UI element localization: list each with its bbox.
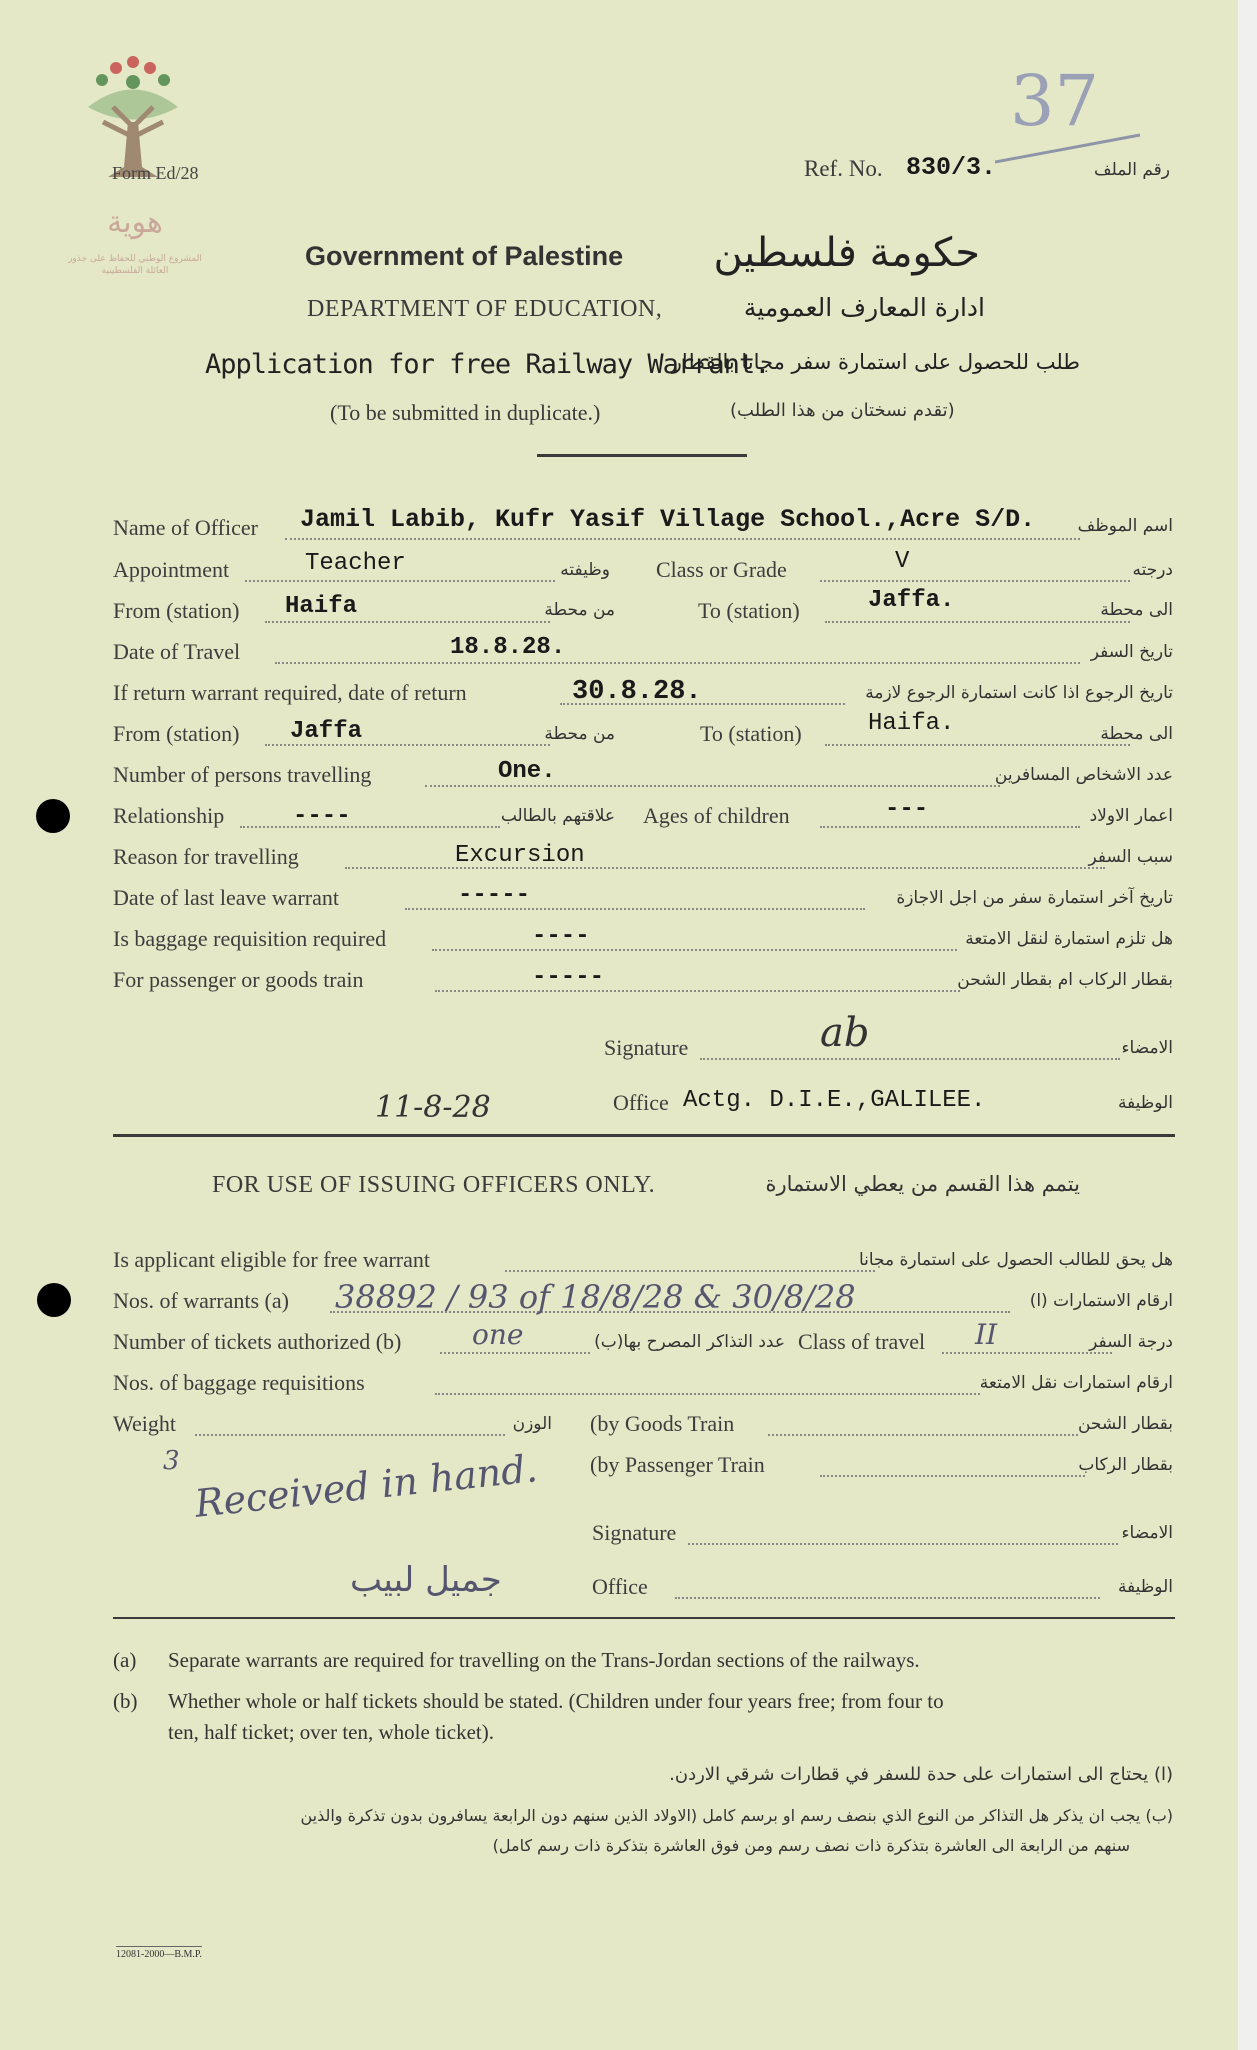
eligible-label: Is applicant eligible for free warrant bbox=[113, 1247, 431, 1272]
travel-date-label: Date of Travel bbox=[113, 639, 241, 664]
warrants-label-ar: ارقام الاستمارات (ا) bbox=[1029, 1291, 1173, 1311]
tickets-dotted-line bbox=[440, 1352, 590, 1354]
return-date-value: 30.8.28. bbox=[572, 677, 702, 707]
baggage-nos-label: Nos. of baggage requisitions bbox=[113, 1370, 365, 1395]
goods-train-label-ar: بقطار الشحن bbox=[1077, 1414, 1173, 1434]
office-value: Actg. D.I.E.,GALILEE. bbox=[683, 1087, 986, 1114]
relationship-label: Relationship bbox=[113, 803, 225, 828]
persons-label-ar: عدد الاشخاص المسافرين bbox=[994, 765, 1173, 785]
from-station-value: Haifa bbox=[285, 593, 358, 620]
printer-mark: 12081-2000—B.M.P. bbox=[116, 1946, 202, 1960]
persons-value: One. bbox=[498, 758, 556, 785]
passenger-train-label: (by Passenger Train bbox=[590, 1452, 765, 1477]
note-ar-2-line2: سنهم من الرابعة الى العاشرة بتذكرة ذات نصف رسم ومن فوق العاشرة بتذكرة ذات رسم كامل) bbox=[492, 1836, 1130, 1855]
passenger-train-label-ar: بقطار الركاب bbox=[1078, 1455, 1173, 1475]
warrants-value: 38892 / 93 of 18/8/28 & 30/8/28 bbox=[335, 1278, 856, 1316]
to-station-label-ar: الى محطة bbox=[1100, 600, 1173, 620]
arabic-handwritten-signature: جميل لبيب bbox=[350, 1560, 502, 1600]
travel-date-value: 18.8.28. bbox=[450, 634, 566, 661]
to-station-label: To (station) bbox=[698, 598, 800, 623]
from-station-2-label: From (station) bbox=[113, 721, 240, 746]
relationship-value: ---- bbox=[293, 803, 351, 830]
form-title-ar: طلب للحصول على استمارة سفر مجانا بالقطار bbox=[671, 350, 1080, 374]
travel-date-dotted-line bbox=[275, 662, 1080, 664]
punch-hole-2 bbox=[37, 1283, 71, 1317]
ages-value: --- bbox=[885, 796, 929, 823]
issuing-signature-label: Signature bbox=[592, 1520, 677, 1545]
from-station-2-label-ar: من محطة bbox=[544, 724, 615, 744]
goods-train-dotted-line bbox=[768, 1434, 1078, 1436]
signature-label: Signature bbox=[604, 1035, 689, 1060]
appointment-value: Teacher bbox=[305, 550, 406, 577]
received-note: Received in hand. bbox=[192, 1446, 540, 1526]
baggage-dotted-line bbox=[432, 949, 957, 951]
ref-label-ar: رقم الملف bbox=[1093, 160, 1170, 180]
file-number-handwritten: 37 bbox=[1010, 60, 1100, 142]
train-type-label-ar: بقطار الركاب ام بقطار الشحن bbox=[957, 970, 1173, 990]
class-label-ar: درجة السفر bbox=[1089, 1332, 1173, 1352]
class-label: Class of travel bbox=[798, 1329, 926, 1354]
eligible-label-ar: هل يحق للطالب الحصول على استمارة مجانا bbox=[858, 1250, 1173, 1270]
signature-dotted-line bbox=[700, 1058, 1120, 1060]
form-number: Form Ed/28 bbox=[112, 163, 199, 183]
department-title: DEPARTMENT OF EDUCATION, bbox=[307, 296, 663, 322]
appointment-label-ar: وظيفته bbox=[560, 560, 610, 580]
note-b-mark: (b) bbox=[113, 1689, 138, 1713]
grade-dotted-line bbox=[820, 580, 1130, 582]
duplicate-note-ar: (تقدم نسختان من هذا الطلب) bbox=[730, 400, 955, 421]
persons-label: Number of persons travelling bbox=[113, 762, 372, 787]
baggage-label-ar: هل تلزم استمارة لنقل الامتعة bbox=[965, 929, 1173, 949]
to-station-2-label-ar: الى محطة bbox=[1100, 724, 1173, 744]
from-station-label-ar: من محطة bbox=[544, 600, 615, 620]
signature-mark: ab bbox=[820, 1010, 870, 1056]
note-b-text-line2: ten, half ticket; over ten, whole ticket). bbox=[168, 1720, 494, 1744]
return-date-label: If return warrant required, date of return bbox=[113, 680, 467, 705]
from-station-dotted-line bbox=[265, 621, 550, 623]
signature-label-ar: الامضاء bbox=[1121, 1038, 1173, 1058]
ref-value: 830/3. bbox=[906, 153, 997, 182]
baggage-value: ---- bbox=[532, 923, 590, 950]
reason-label: Reason for travelling bbox=[113, 844, 299, 869]
note-a-mark: (a) bbox=[113, 1648, 137, 1672]
train-type-value: ----- bbox=[532, 964, 605, 991]
grade-value: V bbox=[895, 548, 910, 575]
weight-label-ar: الوزن bbox=[512, 1414, 552, 1434]
to-station-2-dotted-line bbox=[825, 744, 1130, 746]
warrants-label: Nos. of warrants (a) bbox=[113, 1288, 289, 1313]
eligible-dotted-line bbox=[505, 1270, 875, 1272]
goods-train-label: (by Goods Train bbox=[590, 1411, 735, 1436]
issuing-heading: FOR USE OF ISSUING OFFICERS ONLY. bbox=[212, 1172, 656, 1198]
reason-value: Excursion bbox=[455, 842, 585, 869]
last-leave-label-ar: تاريخ آخر استمارة سفر من اجل الاجازة bbox=[896, 888, 1173, 908]
ages-label: Ages of children bbox=[643, 803, 790, 828]
ages-dotted-line bbox=[820, 826, 1080, 828]
baggage-nos-dotted-line bbox=[435, 1393, 980, 1395]
class-dotted-line bbox=[942, 1352, 1112, 1354]
office-label-ar: الوظيفة bbox=[1117, 1093, 1173, 1113]
weight-label: Weight bbox=[113, 1411, 176, 1436]
ref-label: Ref. No. bbox=[804, 156, 883, 181]
grade-label-ar: درجته bbox=[1132, 560, 1173, 580]
officer-label-ar: اسم الموظف bbox=[1077, 516, 1173, 536]
appointment-dotted-line bbox=[245, 580, 555, 582]
last-leave-value: ----- bbox=[458, 882, 531, 909]
section-divider bbox=[113, 1134, 1175, 1137]
tickets-value: one bbox=[472, 1318, 524, 1351]
punch-hole bbox=[36, 799, 70, 833]
baggage-nos-label-ar: ارقام استمارات نقل الامتعة bbox=[979, 1373, 1173, 1393]
issuing-office-dotted-line bbox=[675, 1597, 1100, 1599]
handwritten-number: 3 bbox=[163, 1446, 180, 1476]
train-type-label: For passenger or goods train bbox=[113, 967, 364, 992]
note-ar-2-line1: (ب) يجب ان يذكر هل التذاكر من النوع الذي بنصف رسم او برسم كامل (الاولاد الذين سنهم دون الرابعة يسافرون بدون تذكرة والذين bbox=[300, 1806, 1173, 1825]
tickets-label: Number of tickets authorized (b) bbox=[113, 1329, 402, 1354]
officer-label: Name of Officer bbox=[113, 515, 258, 540]
issuing-office-label-ar: الوظيفة bbox=[1117, 1577, 1173, 1597]
weight-dotted-line bbox=[195, 1434, 505, 1436]
duplicate-note: (To be submitted in duplicate.) bbox=[330, 400, 601, 425]
to-station-2-value: Haifa. bbox=[868, 710, 955, 737]
government-title: Government of Palestine bbox=[305, 241, 624, 271]
grade-label: Class or Grade bbox=[656, 557, 787, 582]
office-label: Office bbox=[613, 1090, 669, 1115]
note-ar-1: (ا) يحتاج الى استمارات على حدة للسفر في قطارات شرقي الاردن. bbox=[669, 1764, 1173, 1785]
relationship-label-ar: علاقتهم بالطالب bbox=[500, 806, 615, 826]
department-title-ar: ادارة المعارف العمومية bbox=[743, 293, 985, 322]
header-divider bbox=[537, 454, 747, 457]
to-station-2-label: To (station) bbox=[700, 721, 802, 746]
officer-value: Jamil Labib, Kufr Yasif Village School.,Acre S/D. bbox=[300, 505, 1036, 534]
to-station-dotted-line bbox=[825, 621, 1130, 623]
signature-date: 11-8-28 bbox=[375, 1090, 491, 1125]
reason-label-ar: سبب السفر bbox=[1088, 847, 1173, 867]
travel-date-label-ar: تاريخ السفر bbox=[1090, 642, 1173, 662]
baggage-label: Is baggage requisition required bbox=[113, 926, 387, 951]
government-title-ar: حكومة فلسطين bbox=[713, 230, 980, 276]
form-title: Application for free Railway Warrant. bbox=[205, 349, 770, 380]
class-value: II bbox=[975, 1318, 998, 1351]
issuing-office-label: Office bbox=[592, 1574, 648, 1599]
return-date-label-ar: تاريخ الرجوع اذا كانت استمارة الرجوع لازمة bbox=[865, 683, 1173, 703]
notes-divider bbox=[113, 1617, 1175, 1619]
ages-label-ar: اعمار الاولاد bbox=[1089, 806, 1173, 826]
to-station-value: Jaffa. bbox=[868, 587, 955, 614]
train-type-dotted-line bbox=[435, 990, 960, 992]
passenger-train-dotted-line bbox=[820, 1475, 1085, 1477]
issuing-signature-dotted-line bbox=[688, 1543, 1118, 1545]
from-station-label: From (station) bbox=[113, 598, 240, 623]
persons-dotted-line bbox=[425, 785, 1000, 787]
officer-dotted-line bbox=[285, 538, 1080, 540]
issuing-signature-label-ar: الامضاء bbox=[1121, 1523, 1173, 1543]
watermark-name: هوية bbox=[107, 205, 163, 240]
note-a-text: Separate warrants are required for travelling on the Trans-Jordan sections of the railways. bbox=[168, 1648, 920, 1672]
tickets-label-ar: عدد التذاكر المصرح بها(ب) bbox=[594, 1332, 785, 1352]
watermark-tagline: المشروع الوطني للحفاظ على جذور العائلة الفلسطينية bbox=[68, 254, 202, 276]
note-b-text-line1: Whether whole or half tickets should be stated. (Children under four years free; from four to bbox=[168, 1689, 944, 1713]
last-leave-label: Date of last leave warrant bbox=[113, 885, 339, 910]
relationship-dotted-line bbox=[240, 826, 500, 828]
issuing-heading-ar: يتمم هذا القسم من يعطي الاستمارة bbox=[765, 1172, 1080, 1196]
from-station-2-value: Jaffa bbox=[290, 718, 363, 745]
appointment-label: Appointment bbox=[113, 557, 230, 582]
